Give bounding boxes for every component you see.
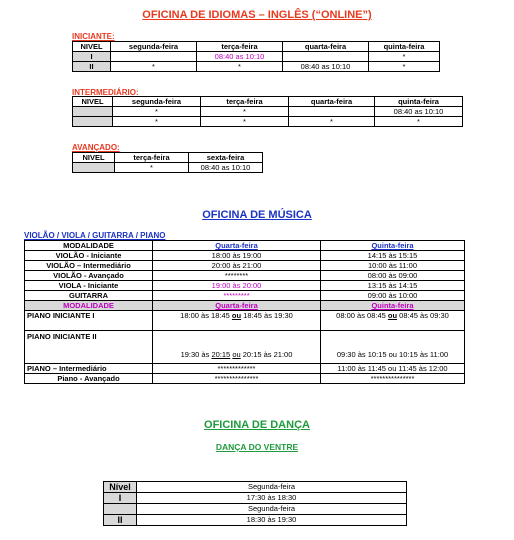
ou-text: ou: [387, 311, 398, 320]
table-row: [104, 493, 407, 504]
cell: [321, 331, 465, 364]
level-cell: II: [104, 515, 137, 526]
modalidade-cell: VIOLÃO - Avançado: [25, 271, 153, 281]
cell: *: [197, 62, 283, 72]
col-sexta: sexta-feira: [189, 153, 263, 163]
table-row: [25, 331, 465, 364]
table-row: [104, 504, 407, 515]
table-row: [25, 261, 465, 271]
intermediario-table: [72, 96, 463, 127]
time-a: 19:30 às: [180, 350, 210, 359]
modalidade-cell: PIANO INICIANTE I: [25, 311, 153, 331]
cell: *: [369, 52, 440, 62]
cell: *: [113, 117, 201, 127]
modalidade-cell: VIOLÃO – Intermediário: [25, 261, 153, 271]
table-row: [25, 271, 465, 281]
iniciante-table: [72, 41, 440, 72]
table-row: [104, 515, 407, 526]
col-nivel: NIVEL: [73, 42, 111, 52]
cell: [153, 311, 321, 331]
cell: 08:40 as 10:10: [197, 52, 283, 62]
cell: 14:15 às 15:15: [321, 251, 465, 261]
modalidade-cell: PIANO INICIANTE II: [25, 331, 153, 364]
iniciante-label: INICIANTE:: [72, 32, 115, 41]
cell: ***************: [153, 374, 321, 384]
modalidade-cell: VIOLA - Iniciante: [25, 281, 153, 291]
table-header: [73, 97, 463, 107]
ou-text: ou: [231, 311, 242, 320]
table-header: [73, 153, 263, 163]
time-a: 09:30 às 10:15: [336, 350, 387, 359]
col-quinta: Quinta-feira: [321, 241, 465, 251]
table-header: [73, 42, 440, 52]
time-cell: 17:30 às 18:30: [137, 493, 407, 504]
idiomas-title: OFICINA DE IDIOMAS – INGLÊS (“ONLINE”): [142, 9, 372, 21]
col-nivel: NIVEL: [73, 97, 113, 107]
cell: *: [201, 107, 289, 117]
time-b: 08:45 às 09:30: [399, 311, 449, 320]
cell: [321, 311, 465, 331]
danca-subtitle: DANÇA DO VENTRE: [215, 442, 299, 452]
cell: 18:00 às 19:00: [153, 251, 321, 261]
cell: 08:00 às 09:00: [321, 271, 465, 281]
col-segunda: segunda-feira: [113, 97, 201, 107]
cell: *: [369, 62, 440, 72]
level-cell: [73, 163, 115, 173]
cell: 11:00 às 11:45 ou 11:45 às 12:00: [321, 364, 465, 374]
day-cell: Segunda-feira: [137, 504, 407, 515]
cell: *************: [153, 364, 321, 374]
time-b: 20:15 às 21:00: [242, 350, 293, 359]
modalidade-cell: PIANO – Intermediário: [25, 364, 153, 374]
col-terca: terça-feira: [197, 42, 283, 52]
col-segunda: segunda-feira: [111, 42, 197, 52]
table-row: [73, 62, 440, 72]
avancado-table: [72, 152, 263, 173]
modalidade-cell: GUITARRA: [25, 291, 153, 301]
cell: 10:00 às 11:00: [321, 261, 465, 271]
table-row: [25, 364, 465, 374]
col-modalidade: MODALIDADE: [25, 241, 153, 251]
col-nivel: Nível: [104, 482, 137, 493]
danca-title: OFICINA DE DANÇA: [204, 419, 310, 431]
col-terca: terça-feira: [201, 97, 289, 107]
level-cell: [104, 504, 137, 515]
col-quinta: Quinta-feira: [321, 301, 465, 311]
time-b: 10:15 às 11:00: [399, 350, 449, 359]
table-header-2: [25, 301, 465, 311]
table-row: [73, 163, 263, 173]
col-quarta: Quarta-feira: [153, 301, 321, 311]
modalidade-cell: VIOLÃO - Iniciante: [25, 251, 153, 261]
table-header: [25, 241, 465, 251]
cell: 09:00 às 10:00: [321, 291, 465, 301]
cell: *********: [153, 291, 321, 301]
cell: [289, 107, 375, 117]
table-row: [73, 107, 463, 117]
table-row: [25, 311, 465, 331]
col-quinta: quinta-feira: [369, 42, 440, 52]
level-cell: I: [104, 493, 137, 504]
col-quarta: Quarta-feira: [153, 241, 321, 251]
cell: 19:00 às 20:00: [153, 281, 321, 291]
cell: 08:40 as 10:10: [283, 62, 369, 72]
col-terca: terça-feira: [115, 153, 189, 163]
ou-text: ou: [232, 350, 241, 359]
cell: *: [289, 117, 375, 127]
cell: [283, 52, 369, 62]
table-row: [25, 281, 465, 291]
cell: *: [375, 117, 463, 127]
cell: [111, 52, 197, 62]
table-header: [104, 482, 407, 493]
musica-title: OFICINA DE MÚSICA: [202, 209, 312, 221]
time-a: 08:00 às 08:45: [336, 311, 386, 320]
modalidade-cell: Piano - Avançado: [25, 374, 153, 384]
musica-table: [24, 240, 465, 384]
cell: 20:00 às 21:00: [153, 261, 321, 271]
musica-subtitle: VIOLÃO / VIOLA / GUITARRA / PIANO: [24, 231, 166, 240]
level-cell: I: [73, 52, 111, 62]
table-row: [25, 251, 465, 261]
col-modalidade: MODALIDADE: [25, 301, 153, 311]
level-cell: II: [73, 62, 111, 72]
cell: [153, 331, 321, 364]
col-quinta: quinta-feira: [375, 97, 463, 107]
ou-text: ou: [388, 350, 397, 359]
col-segunda: Segunda-feira: [137, 482, 407, 493]
cell: *: [201, 117, 289, 127]
time-a: 18:00 às 18:45: [180, 311, 230, 320]
table-row: [25, 291, 465, 301]
time-cell: 18:30 às 19:30: [137, 515, 407, 526]
col-nivel: NIVEL: [73, 153, 115, 163]
time-b: 18:45 às 19:30: [243, 311, 293, 320]
avancado-label: AVANÇADO:: [72, 143, 120, 152]
cell: *: [111, 62, 197, 72]
col-quarta: quarta-feira: [289, 97, 375, 107]
cell: 13:15 às 14:15: [321, 281, 465, 291]
time-mid: 20:15: [211, 350, 231, 359]
cell: ********: [153, 271, 321, 281]
cell: ***************: [321, 374, 465, 384]
table-row: [73, 52, 440, 62]
cell: 08:40 as 10:10: [375, 107, 463, 117]
table-row: [73, 117, 463, 127]
col-quarta: quarta-feira: [283, 42, 369, 52]
cell: *: [113, 107, 201, 117]
intermediario-label: INTERMEDIÁRIO:: [72, 88, 139, 97]
level-cell: [73, 117, 113, 127]
table-row: [25, 374, 465, 384]
level-cell: [73, 107, 113, 117]
cell: *: [115, 163, 189, 173]
danca-table: [103, 481, 407, 526]
cell: 08:40 as 10:10: [189, 163, 263, 173]
